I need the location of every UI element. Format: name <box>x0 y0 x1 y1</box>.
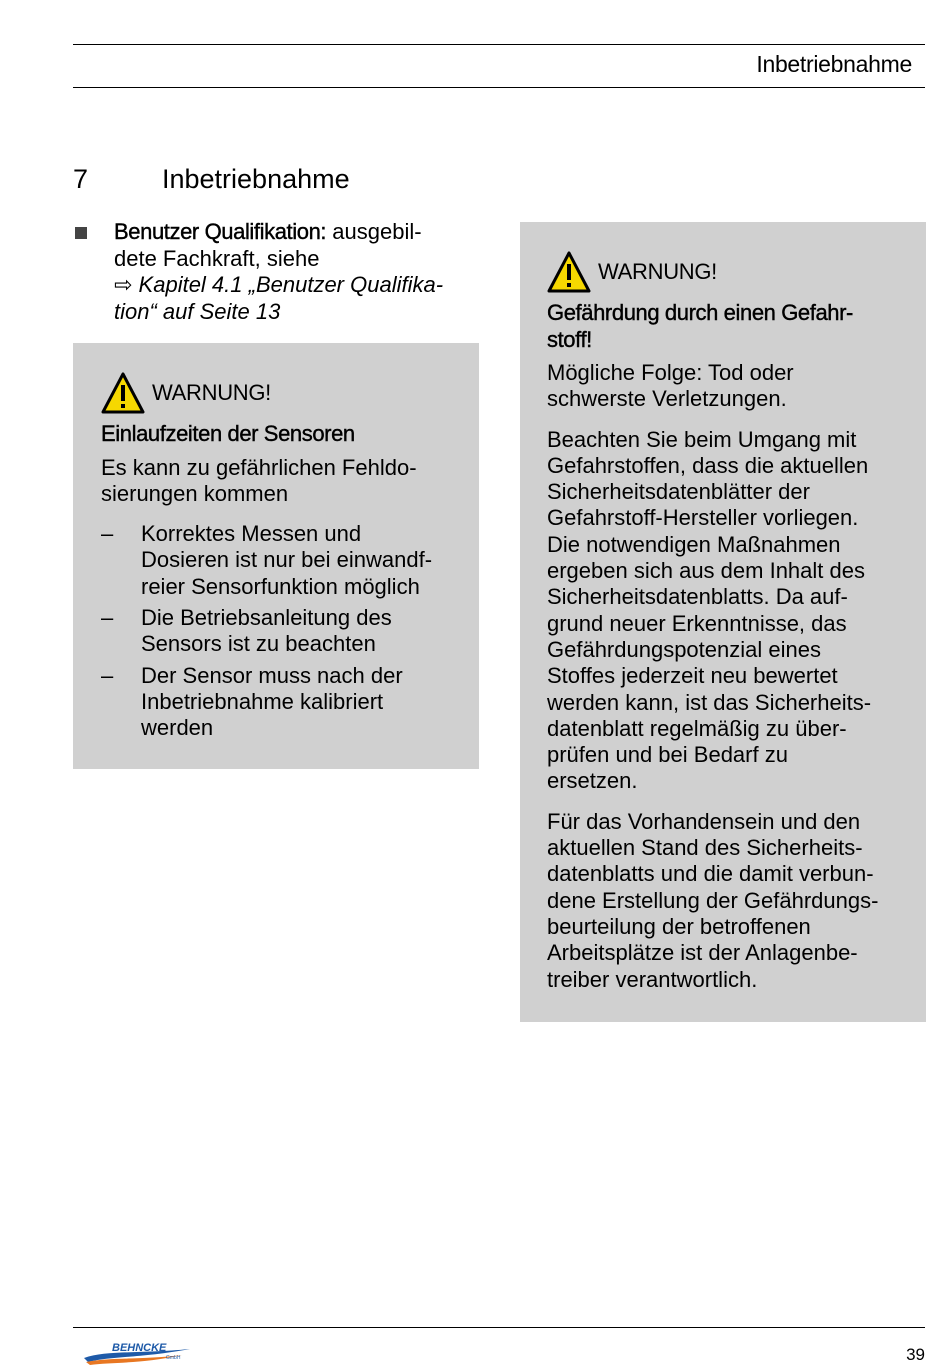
header-rule-bottom <box>73 87 925 88</box>
list-item-line: werden <box>141 715 214 741</box>
footer-rule <box>73 1327 925 1328</box>
warning-paragraph-2 <box>547 809 910 993</box>
paragraph-line: datenblatt regelmäßig zu über- <box>547 715 847 741</box>
warning-triangle-icon <box>101 372 145 414</box>
warning-intro <box>101 455 459 508</box>
paragraph-line: beurteilung der betroffenen <box>547 913 811 939</box>
list-item-line: Sensors ist zu beachten <box>141 631 376 657</box>
running-header-title: Inbetriebnahme <box>756 51 912 77</box>
chapter-reference-link[interactable] <box>114 272 443 324</box>
chapter-heading <box>73 164 350 195</box>
paragraph-line: treiber verantwortlich. <box>547 966 758 992</box>
logo-text: BEHNCKE <box>112 1342 167 1354</box>
paragraph-line: Stoffes jederzeit neu bewertet <box>547 663 838 689</box>
qualification-bullet <box>73 219 483 325</box>
qualification-label: Benutzer Qualifikation: <box>114 219 327 244</box>
paragraph-line: ergeben sich aus dem Inhalt des <box>547 558 865 584</box>
paragraph-line: Die notwendigen Maßnahmen <box>547 531 841 557</box>
paragraph-line: grund neuer Erkenntnisse, das <box>547 610 847 636</box>
warning-signal-word: WARNUNG! <box>152 380 271 405</box>
warning-triangle-icon <box>547 251 591 293</box>
warning-box-hazardous-substance <box>520 222 926 1022</box>
warning-box-sensors <box>73 343 479 769</box>
warning-measures-list <box>101 521 459 741</box>
header-rule-top <box>73 44 925 45</box>
list-item-line: Die Betriebsanleitung des <box>141 604 392 630</box>
warning-title-line: Gefährdung durch einen Gefahr- <box>547 300 853 325</box>
list-item <box>101 521 459 600</box>
list-item-line: Der Sensor muss nach der <box>141 662 403 688</box>
behncke-logo <box>82 1340 192 1366</box>
qualification-text-line1: ausgebil- <box>326 219 422 244</box>
warning-intro-line: Es kann zu gefährlichen Fehldo- <box>101 454 417 480</box>
paragraph-line: datenblatts und die damit verbun- <box>547 861 874 887</box>
paragraph-line: Gefährdungspotenzial eines <box>547 636 821 662</box>
page-number: 39 <box>906 1345 925 1364</box>
chapter-title: Inbetriebnahme <box>162 164 350 194</box>
warning-signal-word: WARNUNG! <box>598 259 717 284</box>
paragraph-line: Gefahrstoffen, dass die aktuellen <box>547 452 869 478</box>
warning-header <box>547 250 910 294</box>
paragraph-line: werden kann, ist das Sicherheits- <box>547 689 872 715</box>
chapter-number: 7 <box>73 164 89 194</box>
warning-consequence <box>547 360 910 413</box>
paragraph-line: dene Erstellung der Gefährdungs- <box>547 887 879 913</box>
qualification-text-line2: dete Fachkraft, siehe <box>114 245 320 271</box>
reference-arrow-icon: ⇨ <box>114 272 133 297</box>
square-bullet-icon <box>75 227 87 239</box>
list-item <box>101 663 459 742</box>
dash-marker: – <box>101 662 114 688</box>
warning-intro-line: sierungen kommen <box>101 480 289 506</box>
paragraph-line: prüfen und bei Bedarf zu <box>547 742 788 768</box>
list-item <box>101 605 459 658</box>
dash-marker: – <box>101 521 114 547</box>
warning-paragraph-1 <box>547 427 910 795</box>
reference-line2: tion“ auf Seite 13 <box>114 298 281 324</box>
consequence-line: schwerste Verletzungen. <box>547 386 787 412</box>
warning-title-line: stoff! <box>547 326 592 352</box>
paragraph-line: Arbeitsplätze ist der Anlagenbe- <box>547 940 858 966</box>
paragraph-line: Gefahrstoff-Hersteller vorliegen. <box>547 505 859 531</box>
paragraph-line: Beachten Sie beim Umgang mit <box>547 426 857 452</box>
list-item-line: Korrektes Messen und <box>141 521 362 547</box>
list-item-line: Inbetriebnahme kalibriert <box>141 688 384 714</box>
reference-line1: Kapitel 4.1 „Benutzer Qualifika- <box>132 272 444 297</box>
logo-subtext: GmbH <box>166 1355 181 1361</box>
consequence-line: Mögliche Folge: Tod oder <box>547 360 794 385</box>
list-item-line: reier Sensorfunktion möglich <box>141 573 420 599</box>
paragraph-line: Für das Vorhandensein und den <box>547 808 861 834</box>
paragraph-line: Sicherheitsdatenblatts. Da auf- <box>547 584 848 610</box>
paragraph-line: ersetzen. <box>547 768 638 794</box>
warning-title <box>547 300 910 353</box>
paragraph-line: Sicherheitsdatenblätter der <box>547 479 810 505</box>
warning-header <box>101 371 459 415</box>
warning-title: Einlaufzeiten der Sensoren <box>101 421 355 446</box>
list-item-line: Dosieren ist nur bei einwandf- <box>141 547 433 573</box>
paragraph-line: aktuellen Stand des Sicherheits- <box>547 835 863 861</box>
dash-marker: – <box>101 604 114 630</box>
